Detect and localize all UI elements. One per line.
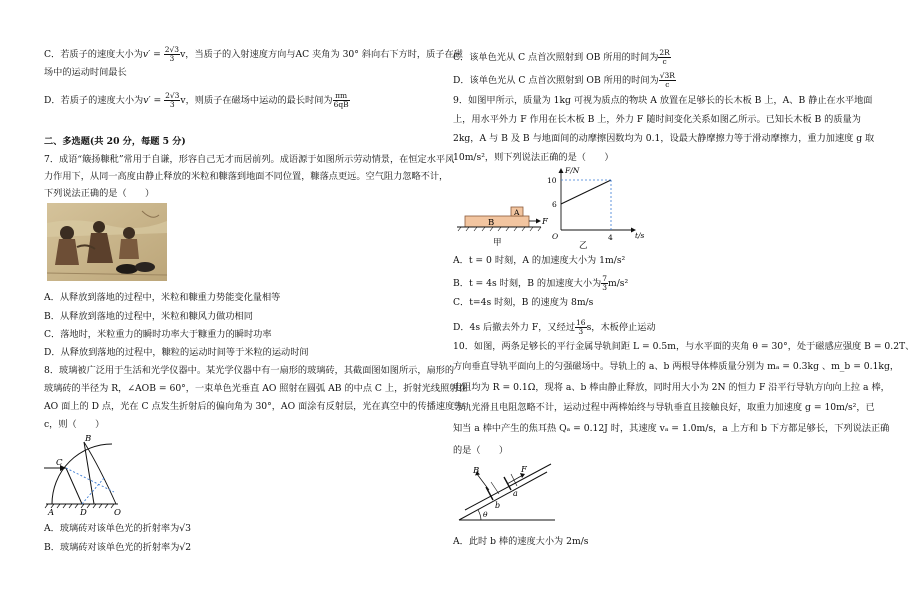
fraction: $\frac{√3R}{c}$ [659, 71, 675, 89]
q8-line-4: c，则（ ） [44, 419, 105, 430]
q10-line-6: 的是（ ） [453, 445, 509, 456]
graph-y-tick-6: 6 [552, 200, 557, 209]
q6-option-d: D．若质子的速度大小为v′ = $\frac{2√3}{3}$ v，则质子在磁场中运动的最长时间为 $\frac{\pi m}{6qB}$ [44, 91, 349, 109]
q9-option-d: D．4s 后撤去外力 F，又经过 $\frac{16}{3}$ s，木板停止运动 [453, 318, 656, 336]
q9-line-1: 9．如图甲所示，质量为 1kg 可视为质点的物块 A 放置在足够长的长木板 B 上，A、B 静止在水平地面 [453, 95, 873, 106]
label-theta: θ [483, 510, 488, 519]
q7-line-1: 7．成语“簸扬糠秕”常用于自谦，形容自己无才而居前列。成语源于如图所示劳动情景，在恒定水平风 [44, 154, 455, 165]
graph-y-tick-10: 10 [547, 176, 557, 185]
force-time-graph [547, 164, 643, 250]
graph-y-label: F/N [565, 166, 580, 175]
q7-line-2: 力作用下，从同一高度由静止释放的米粒和糠落到地面不同位置，糠落点更远。空气阻力忽略不计， [44, 171, 449, 182]
fraction: $\frac{2√3}{3}$ [165, 91, 180, 109]
fraction: $\frac{2√3}{3}$ [164, 45, 180, 63]
label-d: D [80, 508, 87, 518]
q8-line-3: AO 面上的 D 点，光在 C 点发生折射后的偏向角为 30°，AO 面涂有反射层，光在真空中的传播速度为 [44, 401, 464, 412]
q8-line-2: 玻璃砖的半径为 R，∠AOB = 60°，一束单色光垂直 AO 照射在圆弧 AB 的中点 C 上，折射光线照射在 [44, 383, 468, 394]
q10-line-5: 知当 a 棒中产生的焦耳热 Qₐ = 0.12J 时，其速度 vₐ = 1.0m/s，a 上方和 b 下方都足够长，下列说法正确 [453, 423, 890, 434]
q8-option-c: C．该单色光从 C 点首次照射到 OB 所用的时间为 $\frac{2R}{c}$ [453, 48, 670, 66]
q7-option-a: A．从释放到落地的过程中，米粒和糠重力势能变化量相等 [44, 292, 281, 303]
winnowing-illustration [47, 203, 167, 281]
label-force-f: F [521, 465, 527, 475]
q8-option-d: D．该单色光从 C 点首次照射到 OB 所用的时间为 $\frac{√3R}{c}$ [453, 71, 675, 89]
q7-option-d: D．从释放到落地的过程中，糠粒的运动时间等于米粒的运动时间 [44, 347, 309, 358]
q6-option-c-line2: 场中的运动时间最长 [44, 67, 127, 78]
label-a: A [48, 508, 55, 518]
left-column [44, 0, 468, 595]
block-b-label: B [488, 218, 495, 228]
fraction: $\frac{7}{3}$ [602, 274, 607, 292]
label-c: C [56, 458, 63, 468]
label-field-b: B [473, 466, 480, 476]
q10-line-4: 导轨光滑且电阻忽略不计，运动过程中两棒始终与导轨垂直且接触良好，取重力加速度 g = 10m/s²，已 [453, 402, 875, 413]
block-a-label: A [514, 208, 520, 217]
q9-option-c: C．t=4s 时刻，B 的速度为 8m/s [453, 297, 594, 308]
q10-line-2: 方向垂直导轨平面向上的匀强磁场中。导轨上的 a、b 两根导体棒质量分别为 mₐ = 0.3kg 、m_b = 0.1kg， [453, 361, 900, 372]
q10-option-a: A．此时 b 棒的速度大小为 2m/s [453, 536, 589, 547]
graph-x-label: t/s [635, 231, 645, 240]
label-o: O [114, 508, 121, 518]
q9-option-a: A．t = 0 时刻，A 的加速度大小为 1m/s² [453, 255, 626, 266]
graph-origin: O [552, 232, 559, 241]
q9-line-2: 上，用水平外力 F 作用在长木板 B 上，外力 F 随时间变化关系如图乙所示。已知长木板 B 的质量为 [453, 114, 861, 125]
q7-option-b: B．从释放到落地的过程中，米粒和糠风力做功相同 [44, 311, 253, 322]
label-rod-b: b [495, 501, 501, 510]
q9-line-4: 10m/s²，则下列说法正确的是（ ） [453, 152, 614, 163]
q8-option-b: B．玻璃砖对该单色光的折射率为√2 [44, 542, 192, 553]
q10-line-3: 电阻均为 R = 0.1Ω，现将 a、b 棒由静止释放，同时用大小为 2N 的恒力 F 沿平行导轨方向向上拉 a 棒， [453, 382, 890, 393]
label-rod-a: a [513, 489, 518, 498]
section-heading: 二、多选题(共 20 分，每题 5 分) [44, 136, 186, 147]
q8-line-1: 8．玻璃被广泛用于生活和光学仪器中。某光学仪器中有一扇形的玻璃砖，其截面图如图所示，扇形的 [44, 365, 455, 376]
q9-line-3: 2kg，A 与 B 及 B 与地面间的动摩擦因数均为 0.1，设最大静摩擦力等于滑动摩擦力，重力加速度 g 取 [453, 133, 875, 144]
figure-label-jia: 甲 [493, 238, 502, 248]
label-b: B [85, 434, 92, 444]
q9-option-b: B．t = 4s 时刻，B 的加速度大小为 $\frac{7}{3}$ m/s² [453, 274, 629, 292]
inclined-rails-diagram [455, 460, 559, 528]
force-f-label: F [542, 217, 548, 227]
q10-line-1: 10．如图，两条足够长的平行金属导轨间距 L = 0.5m，与水平面的夹角 θ = 30°，处于磁感应强度 B = 0.2T、 [453, 341, 914, 352]
fraction: $\frac{16}{3}$ [576, 318, 586, 336]
fraction: $\frac{2R}{c}$ [659, 48, 670, 66]
q8-option-a: A．玻璃砖对该单色光的折射率为√3 [44, 523, 191, 534]
q7-option-c: C．落地时，米粒重力的瞬时功率大于糠重力的瞬时功率 [44, 329, 272, 340]
graph-x-tick-4: 4 [608, 233, 613, 242]
q7-line-3: 下列说法正确的是（ ） [44, 188, 155, 199]
fraction: $\frac{\pi m}{6qB}$ [333, 91, 349, 109]
figure-label-yi: 乙 [579, 241, 588, 251]
sector-glass-diagram [44, 432, 134, 516]
block-setup-figure [455, 200, 555, 250]
q6-option-c-line1: C．若质子的速度大小为v′ = $\frac{2√3}{3}$ v，当质子的入射速度方向与AC 夹角为 30° 斜向右下方时，质子在磁 [44, 45, 463, 63]
right-column [453, 0, 914, 595]
